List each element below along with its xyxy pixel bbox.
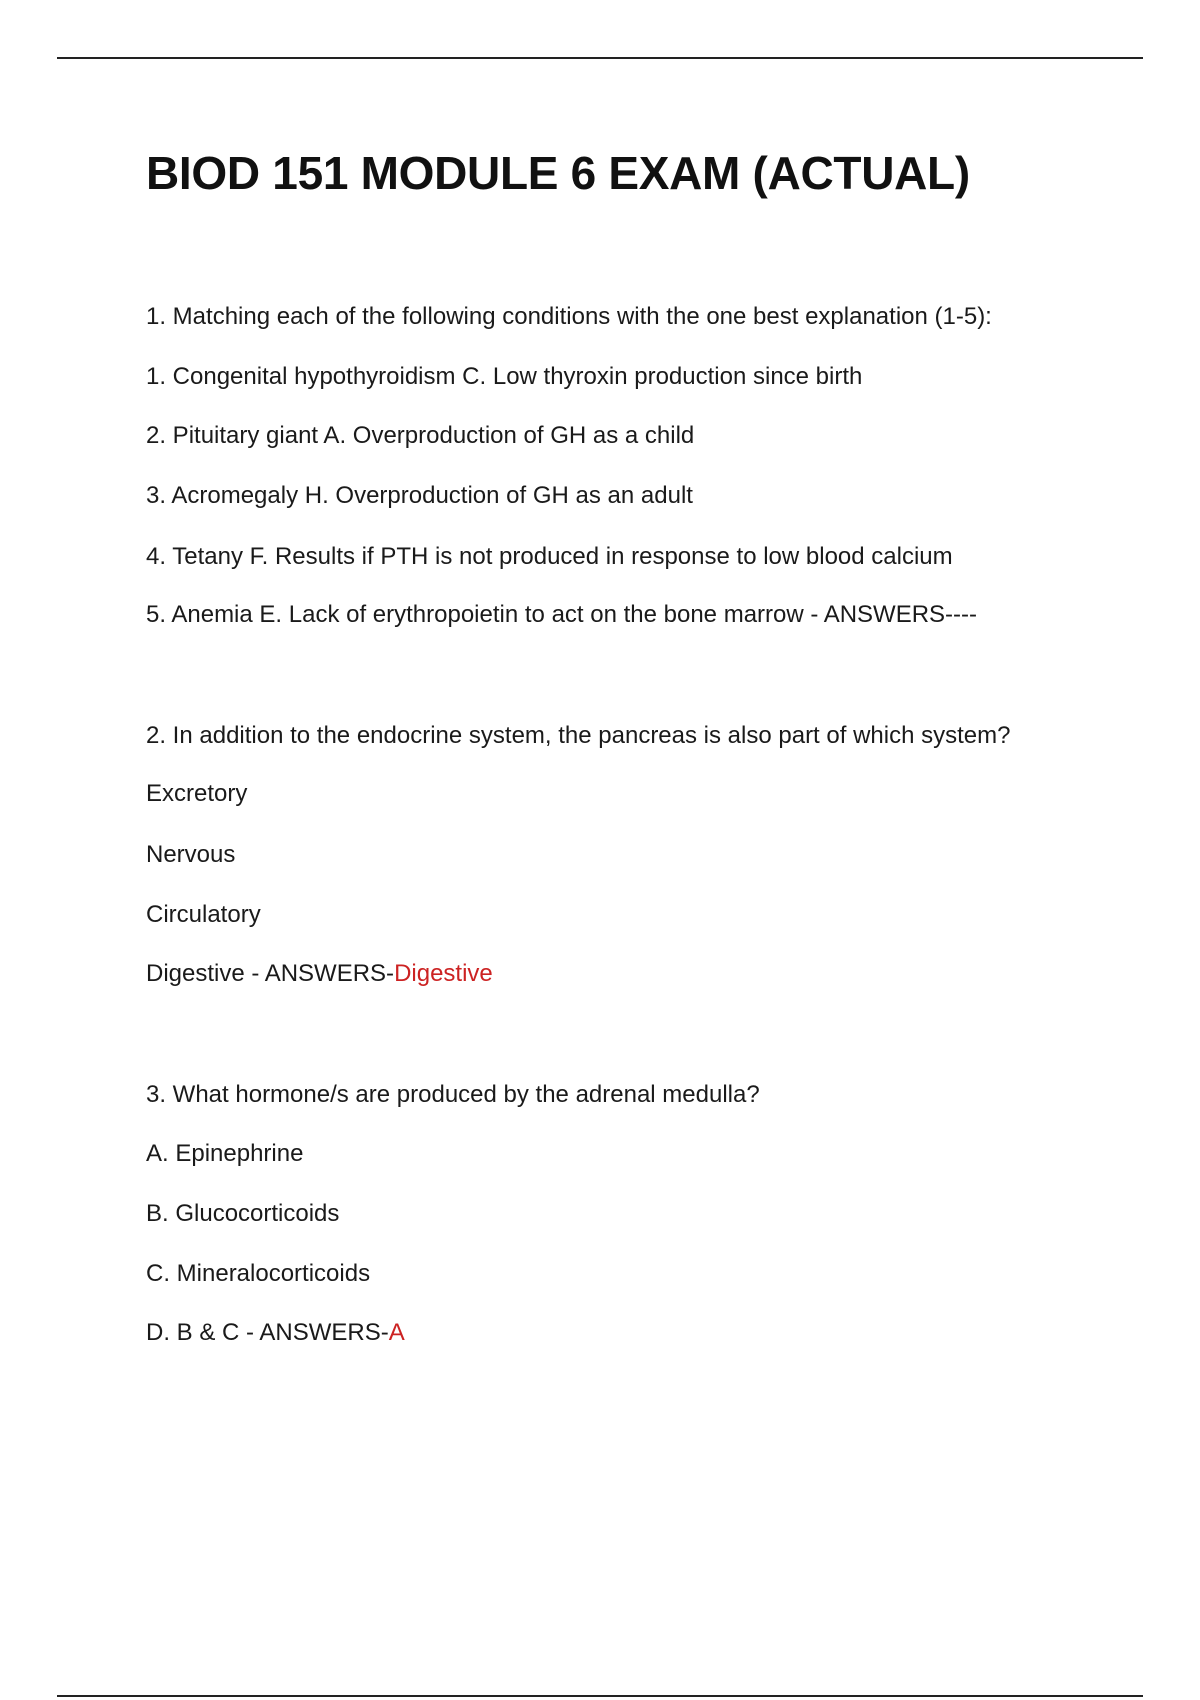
question-1-match-1: 1. Congenital hypothyroidism C. Low thyroxin production since birth <box>146 363 863 390</box>
bottom-rule <box>57 1695 1143 1697</box>
document-title: BIOD 151 MODULE 6 EXAM (ACTUAL) <box>146 147 970 199</box>
question-2-option-2: Nervous <box>146 841 236 868</box>
question-3-answer-line <box>146 1318 405 1348</box>
question-3-prompt: 3. What hormone/s are produced by the adrenal medulla? <box>146 1081 760 1108</box>
question-2-option-1: Excretory <box>146 780 248 807</box>
question-2-option-4: Digestive - ANSWERS- <box>146 960 395 987</box>
question-1-match-3: 3. Acromegaly H. Overproduction of GH as an adult <box>146 482 693 509</box>
question-3-answer: A <box>388 1319 405 1346</box>
question-2-prompt: 2. In addition to the endocrine system, the pancreas is also part of which system? <box>146 722 1011 749</box>
question-3-option-b: B. Glucocorticoids <box>146 1200 340 1227</box>
question-1-match-4: 4. Tetany F. Results if PTH is not produced in response to low blood calcium <box>146 543 953 570</box>
question-3-option-d: D. B & C - ANSWERS- <box>146 1319 389 1346</box>
question-3-option-a: A. Epinephrine <box>146 1140 304 1167</box>
question-1-prompt: 1. Matching each of the following conditions with the one best explanation (1-5): <box>146 303 992 330</box>
question-2-answer: Digestive <box>394 960 493 987</box>
question-3-option-c: C. Mineralocorticoids <box>146 1260 371 1287</box>
question-2-option-3: Circulatory <box>146 901 261 928</box>
question-1-match-2: 2. Pituitary giant A. Overproduction of GH as a child <box>146 422 695 449</box>
question-2-answer-line <box>146 959 493 989</box>
top-rule <box>57 57 1143 59</box>
question-1-match-5: 5. Anemia E. Lack of erythropoietin to act on the bone marrow - ANSWERS---- <box>146 601 978 628</box>
